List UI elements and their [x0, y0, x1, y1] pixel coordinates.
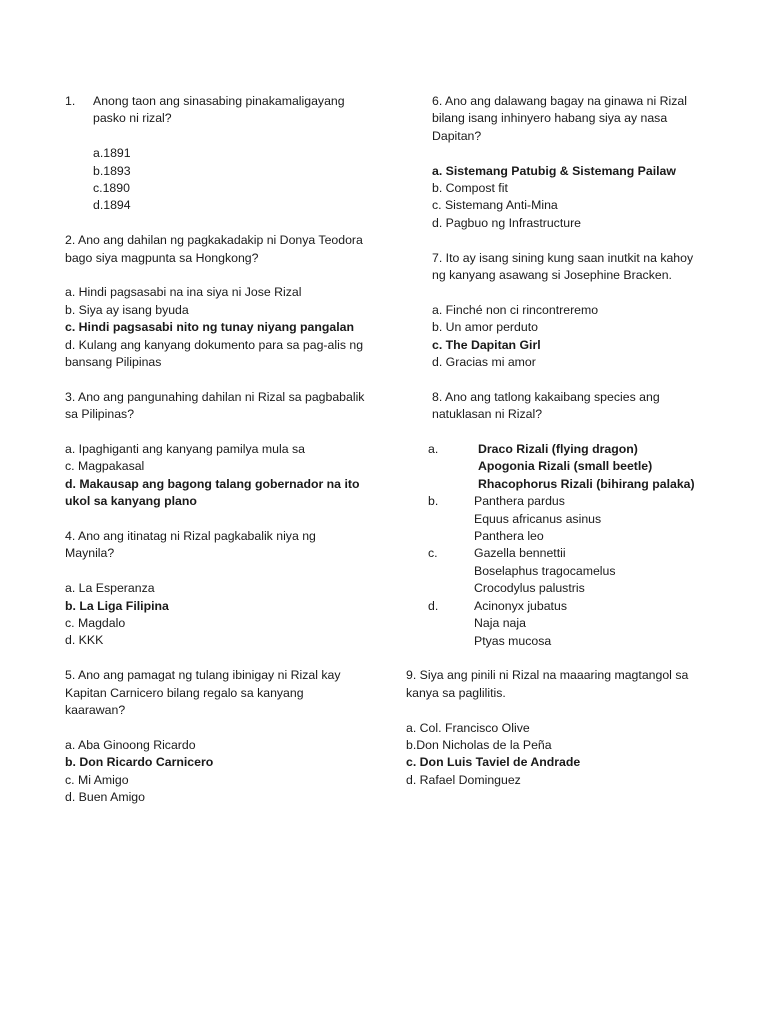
- question-7: [406, 250, 706, 372]
- option-a: a. Hindi pagsasabi na ina siya ni Jose Rizal: [65, 285, 302, 300]
- option-b: b. Don Ricardo Carnicero: [65, 755, 214, 770]
- question-8: [406, 389, 706, 650]
- species-line: Acinonyx jubatus: [474, 598, 567, 613]
- option-a: a.1891: [93, 146, 131, 161]
- species-line: Ptyas mucosa: [474, 633, 552, 648]
- question-text: 4. Ano ang itinatag ni Rizal pagkabalik niya ng Maynila?: [65, 529, 316, 561]
- question-text: 3. Ano ang pangunahing dahilan ni Rizal sa pagbabalik sa Pilipinas?: [65, 389, 365, 422]
- option-c: c. Hindi pagsasabi nito ng tunay niyang pangalan: [65, 320, 355, 335]
- species-line: Panthera leo: [474, 529, 544, 544]
- species-line: Equus africanus asinus: [474, 511, 602, 526]
- option-c: c. Magdalo: [65, 616, 126, 631]
- question-text: 5. Ano ang pamagat ng tulang ibinigay ni Rizal kay Kapitan Carnicero bilang regalo sa kanyang kaarawan?: [65, 668, 341, 718]
- option-b: b.Don Nicholas de la Peña: [406, 737, 552, 752]
- option-b: b. La Liga Filipina: [65, 598, 169, 613]
- option-group-d: [428, 598, 706, 650]
- option-b: b. Un amor perduto: [432, 320, 538, 335]
- option-d: d. Gracias mi amor: [432, 355, 536, 370]
- option-c: c. Don Luis Taviel de Andrade: [406, 755, 581, 770]
- left-column: [65, 93, 365, 824]
- species-line: Crocodylus palustris: [474, 581, 585, 596]
- option-b: b. Compost fit: [432, 181, 508, 196]
- question-1: [65, 93, 365, 215]
- species-line: Panthera pardus: [474, 494, 565, 509]
- option-d: d. Pagbuo ng Infrastructure: [432, 215, 582, 230]
- option-a: a. Finché non ci rincontreremo: [432, 302, 599, 317]
- option-c: c. Sistemang Anti-Mina: [432, 198, 558, 213]
- question-text: 7. Ito ay isang sining kung saan inutkit na kahoy ng kanyang asawang si Josephine Bracken.: [432, 250, 694, 283]
- option-letter: c.: [428, 546, 438, 561]
- option-group-c: [428, 545, 706, 597]
- question-text: 8. Ano ang tatlong kakaibang species ang natuklasan ni Rizal?: [432, 389, 660, 422]
- question-text: Anong taon ang sinasabing pinakamaligayang pasko ni rizal?: [93, 94, 345, 126]
- question-5: [65, 667, 365, 806]
- species-line: Naja naja: [474, 616, 526, 631]
- right-column: [406, 93, 706, 807]
- option-b: b.1893: [93, 163, 131, 178]
- option-letter: b.: [428, 494, 439, 509]
- option-group-a: [428, 441, 706, 493]
- question-text: 6. Ano ang dalawang bagay na ginawa ni Rizal bilang isang inhinyero habang siya ay nasa Dapitan?: [432, 94, 688, 143]
- option-c: c.1890: [93, 181, 130, 196]
- species-line: Apogonia Rizali (small beetle): [478, 459, 653, 474]
- question-text: 2. Ano ang dahilan ng pagkakadakip ni Donya Teodora bago siya magpunta sa Hongkong?: [65, 233, 363, 265]
- option-d: d. Rafael Dominguez: [406, 772, 521, 787]
- species-line: Gazella bennettii: [474, 546, 566, 561]
- question-9: [406, 667, 706, 789]
- option-d: d.1894: [93, 198, 131, 213]
- option-d: d. Kulang ang kanyang dokumento para sa pag-alis ng bansang Pilipinas: [65, 337, 364, 370]
- question-3: [65, 389, 365, 511]
- species-line: Rhacophorus Rizali (bihirang palaka): [478, 476, 695, 491]
- option-c: c. Mi Amigo: [65, 772, 129, 787]
- option-a: a. Ipaghiganti ang kanyang pamilya mula sa: [65, 442, 305, 457]
- option-a: a. Aba Ginoong Ricardo: [65, 737, 196, 752]
- option-d: d. Buen Amigo: [65, 790, 145, 805]
- species-line: Boselaphus tragocamelus: [474, 563, 616, 578]
- option-a: a. La Esperanza: [65, 581, 155, 596]
- question-2: [65, 232, 365, 371]
- option-letter: d.: [428, 598, 439, 613]
- option-b: b. Siya ay isang byuda: [65, 302, 189, 317]
- question-text: 9. Siya ang pinili ni Rizal na maaaring magtangol sa kanya sa paglilitis.: [406, 668, 689, 700]
- option-d: d. Makausap ang bagong talang gobernador na ito ukol sa kanyang plano: [65, 476, 360, 509]
- question-4: [65, 528, 365, 650]
- question-6: [406, 93, 706, 232]
- option-letter: a.: [428, 442, 439, 457]
- option-a: a. Sistemang Patubig & Sistemang Pailaw: [432, 163, 676, 178]
- option-d: d. KKK: [65, 633, 104, 648]
- option-group-b: [428, 493, 706, 545]
- option-c: c. Magpakasal: [65, 459, 145, 474]
- option-c: c. The Dapitan Girl: [432, 337, 541, 352]
- question-number: 1.: [65, 94, 76, 108]
- species-line: Draco Rizali (flying dragon): [478, 442, 638, 457]
- options: [93, 145, 365, 215]
- option-a: a. Col. Francisco Olive: [406, 720, 530, 735]
